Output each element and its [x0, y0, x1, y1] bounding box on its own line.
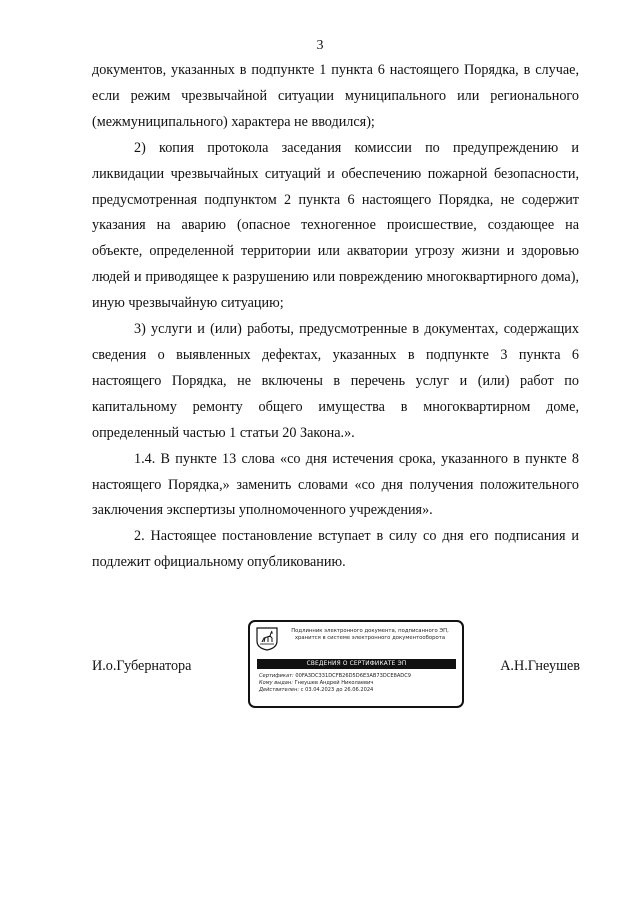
- stamp-header: [282, 628, 458, 642]
- certificate-value: 00FA3DC331DCFB26D5D6E3AB73DCE8ADC9: [295, 673, 412, 679]
- stamp-details: [259, 673, 459, 694]
- validity-value: с 03.04.2023 до 26.06.2024: [300, 687, 374, 693]
- stamp-header-line: Подлинник электронного документа, подписанного ЭП,: [291, 628, 449, 634]
- paragraph: 2. Настоящее постановление вступает в силу со дня его подписания и подлежит официальному опубликованию.: [92, 528, 579, 571]
- paragraph: 2) копия протокола заседания комиссии по предупреждению и ликвидации чрезвычайных ситуаций и обеспечению пожарной безопасности, предусмотренная подпунктом 2 пункта 6 настоящего Порядка, не содержит указания на аварию (опасное техногенное происшествие, создающее на объекте, определенной территории или акватории угрозу жизни и здоровью людей и приводящее к разрушению или повреждению многоквартирного дома), иную чрезвычайную ситуацию;: [92, 139, 579, 312]
- stamp-header-line: хранится в системе электронного документооборота: [294, 635, 446, 641]
- page-number: 3: [316, 38, 324, 53]
- issued-to-row: [259, 680, 459, 687]
- paragraph: 3) услуги и (или) работы, предусмотренные в документах, содержащих сведения о выявленных дефектах, указанных в подпункте 3 пункта 6 настоящего Порядка, не включены в перечень услуг и (или) работ по капитальному ремонту общего имущества в многоквартирном доме, определенный частью 1 статьи 20 Закона.».: [92, 321, 579, 441]
- issued-to-label: Кому выдан:: [259, 680, 293, 686]
- paragraph: 1.4. В пункте 13 слова «со дня истечения срока, указанного в пункте 8 настоящего Порядка,» заменить словами «со дня получения положительного заключения экспертизы уполномоченного учреждения».: [92, 450, 579, 519]
- validity-row: [259, 687, 459, 694]
- certificate-row: [259, 673, 459, 680]
- signatory-name: А.Н.Гнеушев: [500, 658, 580, 674]
- certificate-label: Сертификат:: [259, 673, 294, 679]
- document-body: [92, 58, 579, 576]
- paragraph: документов, указанных в подпункте 1 пункта 6 настоящего Порядка, в случае, если режим чрезвычайной ситуации муниципального или регионального (межмуниципального) характера не вводился);: [92, 62, 579, 130]
- e-signature-stamp: [248, 620, 464, 708]
- issued-to-value: Гнеушев Андрей Николаевич: [294, 680, 374, 686]
- stamp-title: СВЕДЕНИЯ О СЕРТИФИКАТЕ ЭП: [257, 659, 456, 669]
- validity-label: Действителен:: [259, 687, 300, 693]
- deer-emblem-icon: [256, 627, 278, 651]
- signatory-position: И.о.Губернатора: [92, 658, 192, 674]
